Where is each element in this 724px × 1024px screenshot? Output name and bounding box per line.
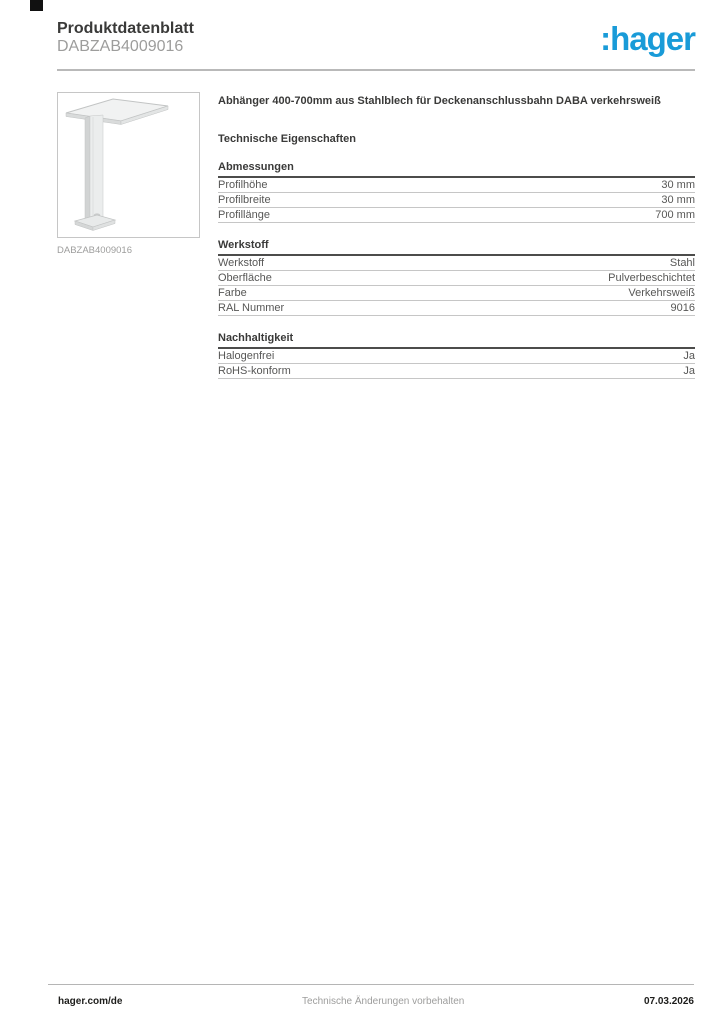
technical-properties-heading: Technische Eigenschaften <box>218 132 356 145</box>
spec-row <box>218 285 695 300</box>
spec-label: Profilhöhe <box>218 178 268 191</box>
spec-value: 700 mm <box>655 208 695 221</box>
spec-value: 30 mm <box>661 178 695 191</box>
spec-value: Pulverbeschichtet <box>608 271 695 284</box>
spec-row <box>218 178 695 193</box>
page-top-crop-mark <box>30 0 43 11</box>
spec-group <box>218 332 695 379</box>
page-footer <box>48 984 694 1007</box>
spec-label: Farbe <box>218 286 247 299</box>
spec-value: Ja <box>683 349 695 362</box>
spec-label: Profilbreite <box>218 193 271 206</box>
footer-legal-note: Technische Änderungen vorbehalten <box>302 996 465 1007</box>
header-divider <box>57 69 695 71</box>
spec-label: Profillänge <box>218 208 270 221</box>
spec-row <box>218 192 695 207</box>
spec-groups <box>218 161 695 379</box>
specifications-column <box>218 92 695 379</box>
product-image-caption: DABZAB4009016 <box>57 244 132 256</box>
product-description: Abhänger 400-700mm aus Stahlblech für Deckenanschlussbahn DABA verkehrsweiß <box>218 94 661 107</box>
product-image <box>58 93 199 237</box>
spec-group-title: Abmessungen <box>218 161 695 178</box>
footer-date: 07.03.2026 <box>643 996 694 1007</box>
page-title: Produktdatenblatt <box>57 20 194 37</box>
spec-label: RoHS-konform <box>218 364 291 377</box>
spec-value: 9016 <box>670 301 695 314</box>
spec-label: Halogenfrei <box>218 349 275 362</box>
product-image-column <box>57 92 200 256</box>
product-code: DABZAB4009016 <box>57 38 184 56</box>
spec-value: Verkehrsweiß <box>628 286 695 299</box>
spec-row <box>218 207 695 222</box>
spec-row <box>218 363 695 378</box>
footer-website-link[interactable]: hager.com/de <box>58 996 123 1007</box>
spec-value: Stahl <box>669 256 695 269</box>
spec-group-title: Werkstoff <box>218 239 695 256</box>
spec-value: 30 mm <box>661 193 695 206</box>
spec-table <box>218 178 695 223</box>
spec-row <box>218 270 695 285</box>
spec-group-title: Nachhaltigkeit <box>218 332 695 349</box>
spec-label: RAL Nummer <box>218 301 285 314</box>
spec-row <box>218 256 695 271</box>
spec-group <box>218 161 695 223</box>
header-title-block <box>57 20 194 57</box>
spec-row <box>218 349 695 364</box>
spec-table <box>218 256 695 316</box>
spec-label: Werkstoff <box>218 256 265 269</box>
spec-label: Oberfläche <box>218 271 272 284</box>
main-content <box>57 92 695 379</box>
spec-value: Ja <box>683 364 695 377</box>
spec-row <box>218 300 695 315</box>
hager-logo: :hager <box>600 20 695 57</box>
product-image-frame <box>57 92 200 238</box>
spec-table <box>218 349 695 379</box>
spec-group <box>218 239 695 316</box>
page-header <box>57 0 695 57</box>
footer-row <box>48 985 694 1007</box>
